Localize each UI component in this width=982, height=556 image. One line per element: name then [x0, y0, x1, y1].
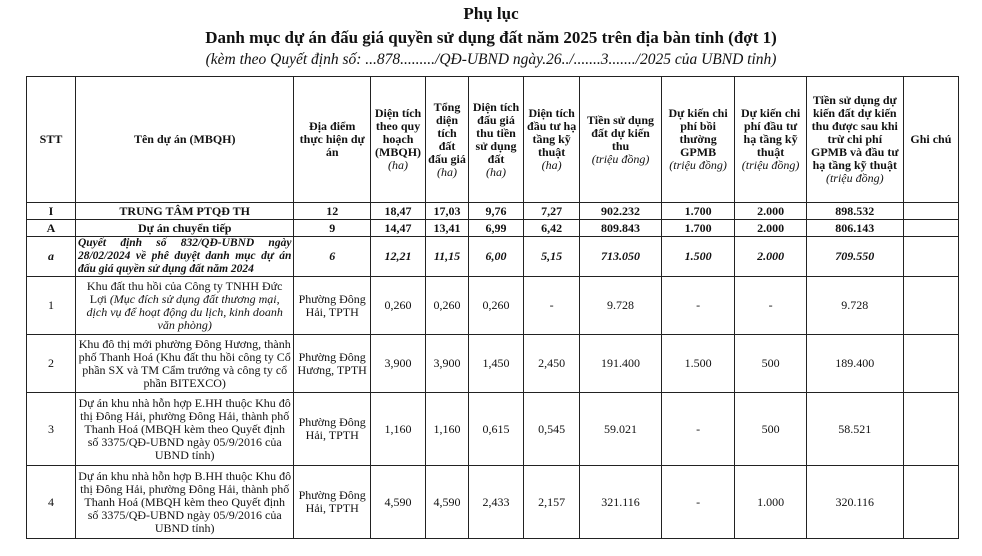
cell-note	[903, 466, 958, 539]
header-area-infra	[524, 77, 580, 203]
table-row	[27, 393, 959, 466]
header-area-collect-unit: (ha)	[486, 164, 506, 179]
cell-revenue: 59.021	[580, 393, 662, 466]
cell-area-auction: 13,41	[426, 220, 469, 237]
cell-revenue: 9.728	[580, 277, 662, 335]
cell-area-collect: 6,99	[468, 220, 523, 237]
cell-area-infra: 7,27	[524, 203, 580, 220]
cell-note	[903, 335, 958, 393]
cell-area-plan: 0,260	[370, 277, 425, 335]
cell-location: Phường Đông Hải, TPTH	[294, 393, 371, 466]
cell-area-plan: 4,590	[370, 466, 425, 539]
cell-location: 9	[294, 220, 371, 237]
header-area-infra-unit: (ha)	[541, 158, 562, 172]
decision-reference: (kèm theo Quyết định số: ...878........./QĐ-UBND ngày.26../.......3......./2025 của UBND tỉnh)	[205, 51, 777, 68]
header-infra-cost-unit: (triệu đồng)	[741, 158, 800, 172]
cell-stt: I	[27, 203, 76, 220]
cell-net: 58.521	[806, 393, 903, 466]
header-area-plan-unit: (ha)	[388, 158, 409, 172]
cell-infra-cost: 2.000	[735, 220, 806, 237]
cell-note	[903, 393, 958, 466]
header-area-infra-label: Diện tích đầu tư hạ tầng kỹ thuật	[527, 106, 577, 159]
cell-infra-cost: 1.000	[735, 466, 806, 539]
cell-area-auction: 4,590	[426, 466, 469, 539]
cell-name: Dự án chuyển tiếp	[75, 220, 293, 237]
cell-area-auction: 17,03	[426, 203, 469, 220]
cell-location: Phường Đông Hương, TPTH	[294, 335, 371, 393]
header-gpmb-label: Dự kiến chi phí bồi thường GPMB	[668, 106, 728, 159]
header-gpmb	[661, 77, 734, 203]
cell-area-infra: 0,545	[524, 393, 580, 466]
cell-area-collect: 9,76	[468, 203, 523, 220]
cell-area-plan: 18,47	[370, 203, 425, 220]
cell-area-plan: 1,160	[370, 393, 425, 466]
cell-gpmb: 1.500	[661, 237, 734, 277]
cell-location: Phường Đông Hải, TPTH	[294, 466, 371, 539]
table-row	[27, 335, 959, 393]
table-header-row	[27, 77, 959, 203]
cell-area-collect: 6,00	[468, 237, 523, 277]
cell-name: Dự án khu nhà hỗn hợp E.HH thuộc Khu đô thị Đông Hải, phường Đông Hải, thành phố Thanh Hoá (MBQH kèm theo Quyết định số 3375/QĐ-UBND ngày 05/9/2016 của UBND tỉnh)	[75, 393, 293, 466]
cell-revenue: 902.232	[580, 203, 662, 220]
header-gpmb-unit: (triệu đồng)	[669, 158, 727, 172]
cell-stt: A	[27, 220, 76, 237]
header-area-collect-label: Diện tích đấu giá thu tiền sử dụng đất	[472, 99, 520, 166]
cell-name	[75, 277, 293, 335]
cell-stt: 4	[27, 466, 76, 539]
header-infra-cost-label: Dự kiến chi phí đầu tư hạ tầng kỹ thuật	[740, 106, 801, 159]
cell-net: 898.532	[806, 203, 903, 220]
cell-revenue: 321.116	[580, 466, 662, 539]
table-row	[27, 466, 959, 539]
cell-name: Dự án khu nhà hỗn hợp B.HH thuộc Khu đô thị Đông Hải, phường Đông Hải, thành phố Thanh Hoá (MBQH kèm theo Quyết định số 3375/QĐ-UBND ngày 05/9/2016 của UBND tỉnh)	[75, 466, 293, 539]
cell-gpmb: 1.700	[661, 203, 734, 220]
cell-location: 6	[294, 237, 371, 277]
cell-area-plan: 14,47	[370, 220, 425, 237]
cell-area-auction: 0,260	[426, 277, 469, 335]
cell-stt: 2	[27, 335, 76, 393]
header-net-label: Tiền sử dụng dự kiến đất dự kiến thu được sau khi trừ chi phí GPMB và đầu tư hạ tầng kỹ thuật	[811, 93, 899, 172]
cell-net: 189.400	[806, 335, 903, 393]
header-area-plan	[370, 77, 425, 203]
summary-row-total	[27, 203, 959, 220]
cell-location: 12	[294, 203, 371, 220]
cell-gpmb: -	[661, 393, 734, 466]
cell-note	[903, 203, 958, 220]
cell-area-collect: 2,433	[468, 466, 523, 539]
cell-infra-cost: 500	[735, 335, 806, 393]
header-net	[806, 77, 903, 203]
cell-area-collect: 1,450	[468, 335, 523, 393]
cell-infra-cost: 2.000	[735, 203, 806, 220]
cell-note	[903, 237, 958, 277]
header-infra-cost	[735, 77, 806, 203]
cell-area-infra: -	[524, 277, 580, 335]
cell-revenue: 191.400	[580, 335, 662, 393]
cell-area-infra: 6,42	[524, 220, 580, 237]
header-area-auction-label: Tổng diện tích đất đấu giá	[428, 99, 466, 166]
header-revenue-label: Tiền sử dụng đất dự kiến thu	[587, 112, 655, 153]
header-area-auction-unit: (ha)	[437, 164, 458, 179]
cell-name: Quyết định số 832/QĐ-UBND ngày 28/02/2024 về phê duyệt danh mục dự án đấu giá quyền sử dụng đất năm 2024	[75, 237, 293, 277]
cell-area-collect: 0,260	[468, 277, 523, 335]
cell-area-plan: 3,900	[370, 335, 425, 393]
document-subtitle: Danh mục dự án đấu giá quyền sử dụng đất năm 2025 trên địa bàn tỉnh (đợt 1)	[205, 28, 777, 47]
table-row	[27, 277, 959, 335]
cell-area-infra: 5,15	[524, 237, 580, 277]
header-revenue-unit: (triệu đồng)	[591, 151, 650, 166]
cell-infra-cost: 500	[735, 393, 806, 466]
cell-infra-cost: -	[735, 277, 806, 335]
cell-stt: 1	[27, 277, 76, 335]
header-project-name: Tên dự án (MBQH)	[75, 77, 293, 203]
cell-note	[903, 277, 958, 335]
cell-name: TRUNG TÂM PTQĐ TH	[75, 203, 293, 220]
header-stt: STT	[27, 77, 76, 203]
project-name: Khu đất thu hồi của Công ty TNHH Đức Lợi	[86, 278, 283, 306]
header-location: Địa điểm thực hiện dự án	[294, 77, 371, 203]
cell-revenue: 809.843	[580, 220, 662, 237]
cell-net: 320.116	[806, 466, 903, 539]
project-table	[26, 76, 959, 539]
cell-stt: 3	[27, 393, 76, 466]
project-purpose: (Mục đích sử dụng đất thương mại, dịch vụ để hoạt động du lịch, kinh doanh văn phòng)	[86, 291, 283, 332]
cell-area-collect: 0,615	[468, 393, 523, 466]
cell-area-infra: 2,450	[524, 335, 580, 393]
cell-area-auction: 1,160	[426, 393, 469, 466]
cell-revenue: 713.050	[580, 237, 662, 277]
cell-gpmb: -	[661, 277, 734, 335]
cell-net: 9.728	[806, 277, 903, 335]
cell-gpmb: 1.500	[661, 335, 734, 393]
header-area-collect	[468, 77, 523, 203]
header-area-plan-label: Diện tích theo quy hoạch (MBQH)	[374, 106, 422, 159]
cell-infra-cost: 2.000	[735, 237, 806, 277]
cell-area-plan: 12,21	[370, 237, 425, 277]
cell-note	[903, 220, 958, 237]
header-revenue	[580, 77, 662, 203]
header-note: Ghi chú	[903, 77, 958, 203]
summary-row-transitional	[27, 220, 959, 237]
cell-area-infra: 2,157	[524, 466, 580, 539]
cell-gpmb: 1.700	[661, 220, 734, 237]
cell-location: Phường Đông Hải, TPTH	[294, 277, 371, 335]
cell-area-auction: 11,15	[426, 237, 469, 277]
cell-area-auction: 3,900	[426, 335, 469, 393]
summary-row-decision	[27, 237, 959, 277]
cell-net: 806.143	[806, 220, 903, 237]
cell-gpmb: -	[661, 466, 734, 539]
cell-net: 709.550	[806, 237, 903, 277]
cell-name: Khu đô thị mới phường Đông Hương, thành phố Thanh Hoá (Khu đất thu hồi công ty Cổ phần SX và TM Cẩm trướng và công ty cổ phần BITEXCO)	[75, 335, 293, 393]
cell-stt: a	[27, 237, 76, 277]
header-net-unit: (triệu đồng)	[825, 171, 884, 185]
header-area-auction	[426, 77, 469, 203]
appendix-title: Phụ lục	[463, 4, 519, 23]
